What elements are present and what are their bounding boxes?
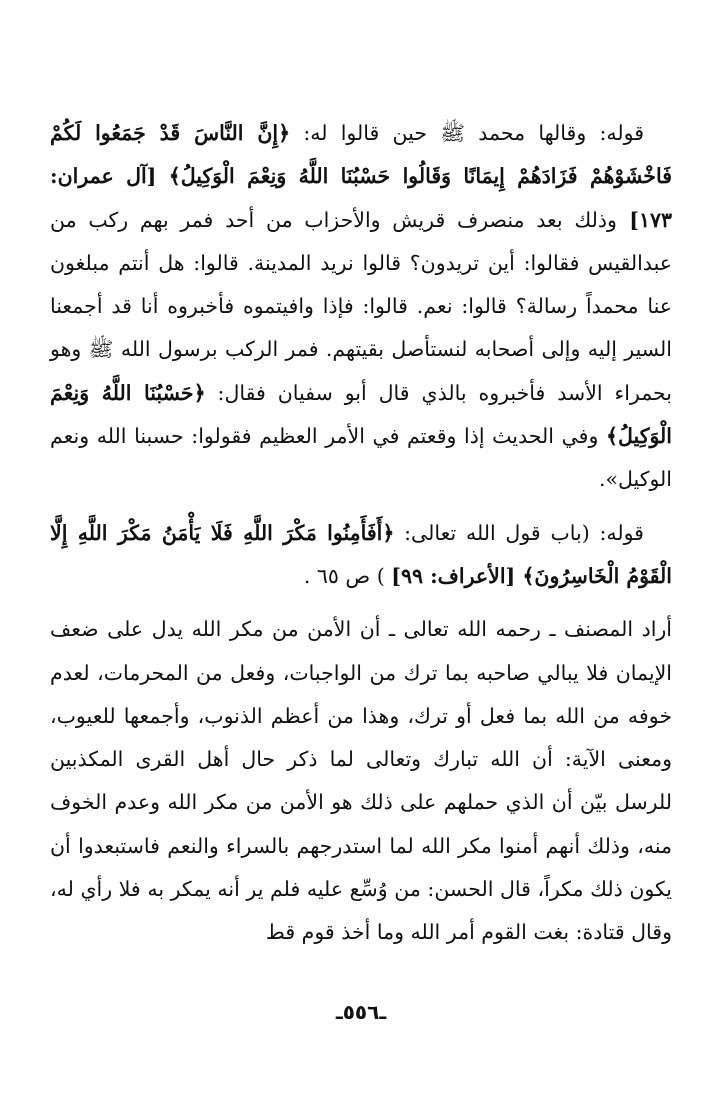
paragraph-commentary-1 — [50, 112, 672, 502]
quran-verse: ﴿إِنَّ النَّاسَ قَدْ جَمَعُوا لَكُمْ فَاخْشَوْهُمْ فَزَادَهُمْ إِيمَانًا وَقَالُوا حَسْبُنَا اللَّهُ وَنِعْمَ الْوَكِيلُ﴾ — [50, 121, 673, 189]
paragraph-text: وذلك بعد منصرف قريش والأحزاب من أحد فمر بهم ركب من عبدالقيس فقالوا: أين تريدون؟ قالوا نريد المدينة. قالوا: هل أنتم مبلغون عنا محمداً رسالة؟ قالوا: نعم. قالوا: فإذا وافيتموه فأخبروه أنا قد أجمعنا السير إليه وإلى أصحابه لنستأصل بقيتهم. فمر الركب برسول الله ﷺ وهو بحمراء الأسد فأخبروه بالذي قال أبو سفيان فقال: — [50, 207, 673, 405]
verse-reference: [الأعراف: ٩٩] — [391, 563, 523, 588]
paragraph-text: وفي الحديث إذا وقعتم في الأمر العظيم فقولوا: حسبنا الله ونعم الوكيل». — [50, 424, 672, 492]
quran-verse: ﴿أَفَأَمِنُوا مَكْرَ اللَّهِ فَلَا يَأْمَنُ مَكْرَ اللَّهِ إِلَّا الْقَوْمُ الْخَاسِرُونَ﴾ — [50, 520, 672, 588]
page-number: ـ٥٥٦ـ — [335, 1000, 387, 1024]
page-body — [50, 112, 672, 955]
page-reference: ) ص ٦٥ . — [303, 563, 392, 588]
paragraph-commentary-2 — [50, 512, 672, 599]
paragraph-lead: قوله: (باب قول الله تعالى: — [394, 520, 644, 545]
paragraph-lead: قوله: وقالها محمد ﷺ حين قالوا له: — [290, 121, 644, 145]
paragraph-text: أراد المصنف ـ رحمه الله تعالى ـ أن الأمن من مكر الله يدل على ضعف الإيمان فلا يبالي صاحبه بما ترك من الواجبات، وفعل من المحرمات، لعدم خوفه من الله بما فعل أو ترك، وهذا من أعظم الذنوب، وأجمعها للعيوب، ومعنى الآية: أن الله تبارك وتعالى لما ذكر حال أهل القرى المكذبين للرسل بيّن أن الذي حملهم على ذلك هو الأمن من مكر الله وعدم الخوف منه، وذلك أنهم أمنوا مكر الله لما استدرجهم بالسراء والنعم فاستبعدوا أن يكون ذلك مكراً، قال الحسن: من وُسِّع عليه فلم ير أنه يمكر به فلا رأي له، وقال قتادة: بغت القوم أمر الله وما أخذ قوم قط — [50, 617, 672, 945]
verse-reference: [آل عمران: ١٧٣] — [50, 164, 672, 232]
paragraph-explanation — [50, 608, 672, 954]
quran-verse: ﴿حَسْبُنَا اللَّهُ وَنِعْمَ الْوَكِيلُ﴾ — [50, 380, 672, 449]
